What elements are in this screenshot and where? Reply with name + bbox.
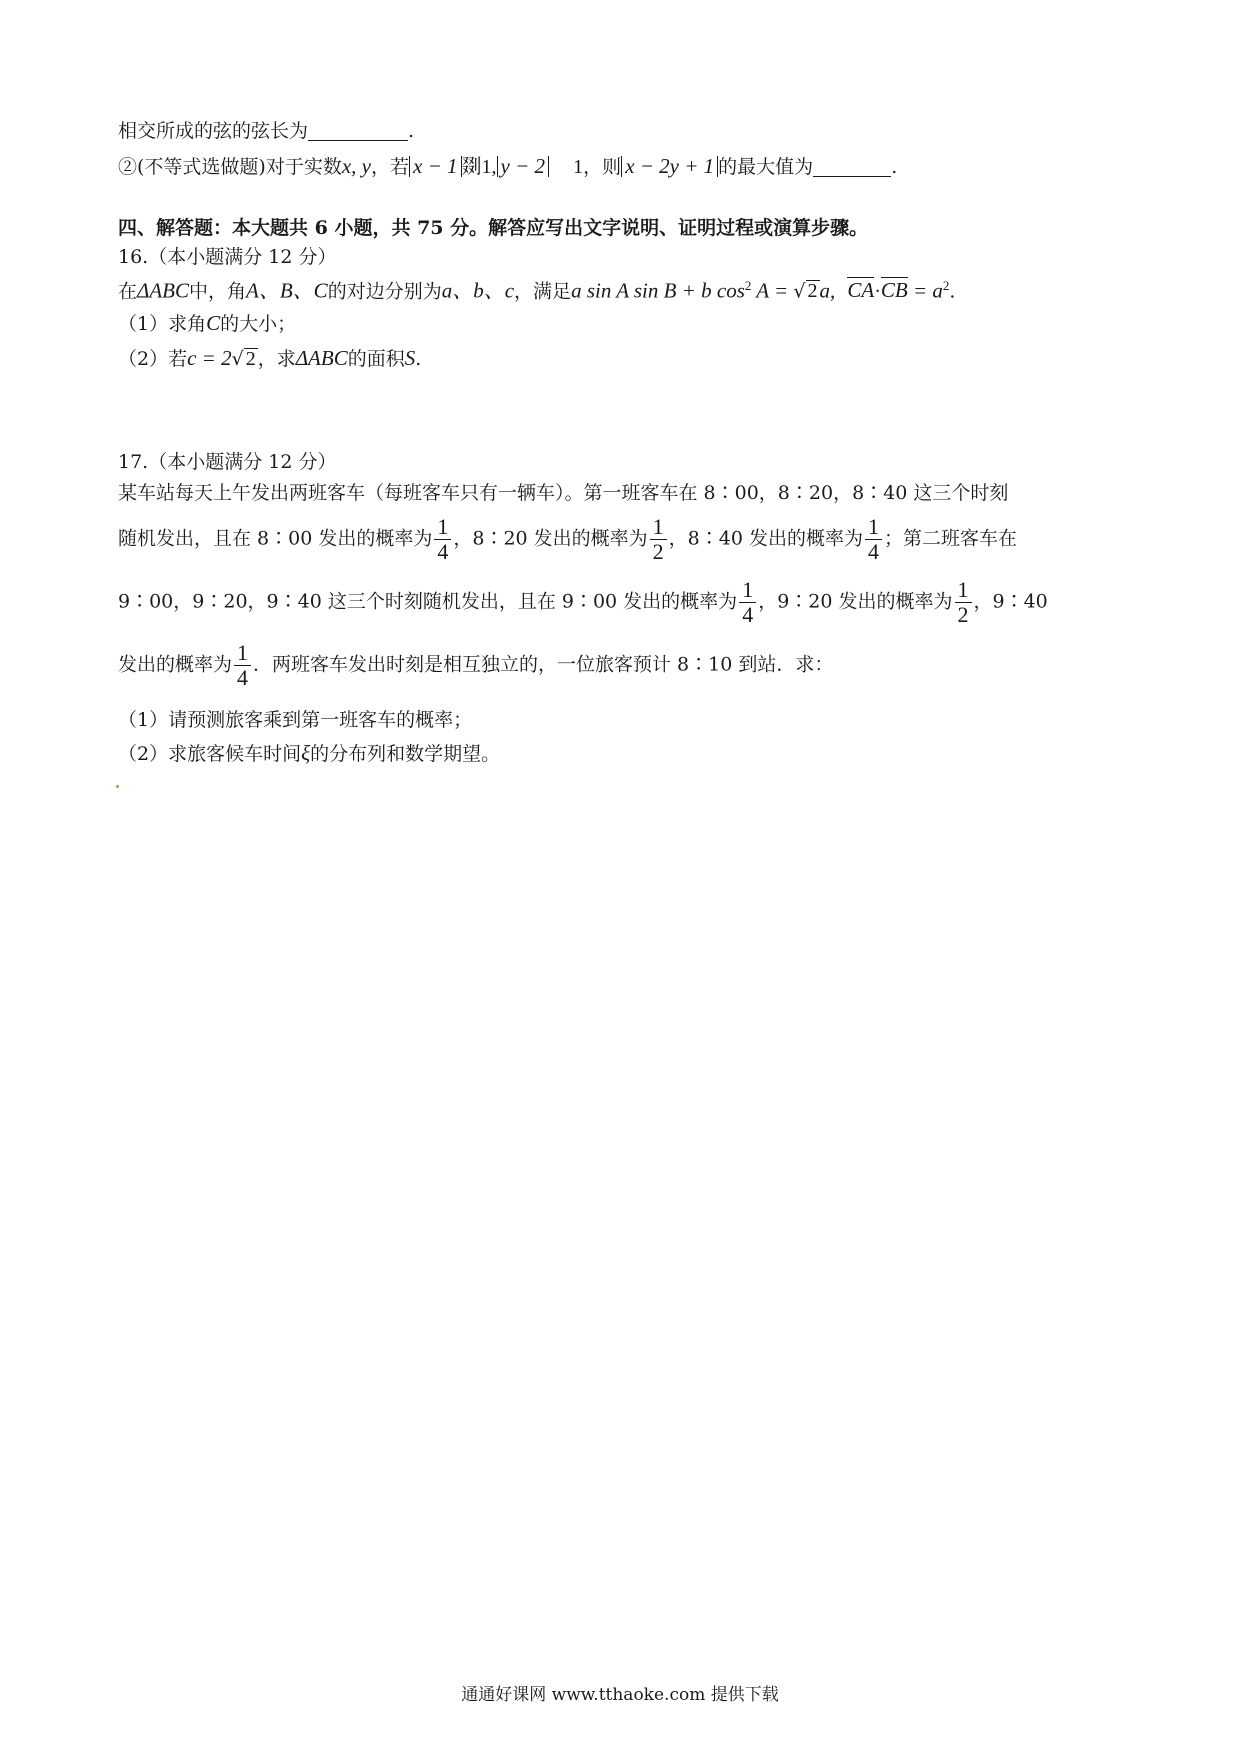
q17-line-3 bbox=[118, 578, 1048, 627]
q17-l2a: 随机发出，且在 8∶00 发出的概率为 bbox=[118, 527, 433, 550]
line2-end: . bbox=[891, 156, 898, 178]
page-footer: 通通好课网 www.tthaoke.com 提供下载 bbox=[461, 1685, 779, 1705]
q16-dot: · bbox=[874, 280, 881, 303]
section-heading: 四、解答题：本大题共 6 小题，共 75 分。解答应写出文字说明、证明过程或演算步骤。 bbox=[118, 217, 869, 239]
q16-p2-s: S bbox=[404, 346, 416, 370]
q16-p2-sqrt: 2 bbox=[245, 348, 256, 370]
q16-sup-a: 2 bbox=[942, 278, 950, 293]
q17-l3a: 9∶00，9∶20，9∶40 这三个时刻随机发出，且在 9∶00 发出的概率为 bbox=[118, 590, 738, 613]
line2-one: 1 bbox=[573, 156, 584, 178]
line2-vars: x, y bbox=[341, 154, 371, 178]
fill-in-line-2 bbox=[118, 156, 897, 177]
q17-p2b: 的分布列和数学期望。 bbox=[310, 743, 501, 765]
q16-stem-a: 在 bbox=[118, 280, 138, 303]
frac-num: 1 bbox=[650, 515, 667, 540]
q16-p2-end: . bbox=[415, 348, 422, 370]
q16-part1 bbox=[118, 313, 296, 334]
q16-sqrt-2: 2 bbox=[807, 280, 818, 303]
answer-blank-1 bbox=[308, 120, 408, 141]
q16-end: . bbox=[949, 280, 956, 303]
q17-l2c: ，8∶40 发出的概率为 bbox=[668, 527, 863, 550]
xi-symbol: ξ bbox=[301, 741, 311, 765]
q16-p1-b: 的大小； bbox=[220, 313, 297, 335]
q16-sides: a、b、c bbox=[441, 278, 515, 303]
answer-blank-2 bbox=[813, 156, 891, 177]
q16-angles: A、B、C bbox=[246, 278, 328, 303]
line2-then: ，则 bbox=[583, 156, 622, 178]
frac-num: 1 bbox=[434, 515, 451, 540]
q16-formula-c: a, bbox=[819, 278, 836, 303]
q16-stem-d: ，满足 bbox=[514, 280, 572, 303]
q17-l4a: 发出的概率为 bbox=[118, 653, 233, 676]
q16-p1-var: C bbox=[206, 311, 221, 335]
q17-l4b: ．两班客车发出时刻是相互独立的，一位旅客预计 8∶10 到站．求： bbox=[253, 653, 834, 676]
fraction-one-quarter bbox=[234, 641, 251, 690]
q17-header: 17.（本小题满分 12 分） bbox=[118, 451, 337, 473]
fraction-one-quarter bbox=[434, 515, 451, 564]
q17-line-2 bbox=[118, 515, 1017, 564]
q16-p1-a: （1）求角 bbox=[118, 313, 207, 335]
frac-den: 2 bbox=[652, 539, 664, 565]
fraction-one-quarter bbox=[739, 578, 756, 627]
line1-text: 相交所成的弦的弦长为 bbox=[118, 120, 309, 142]
frac-num: 1 bbox=[865, 515, 882, 540]
q17-l3b: ，9∶20 发出的概率为 bbox=[758, 590, 953, 613]
abs-y-minus-2: y − 2 bbox=[497, 156, 550, 177]
fraction-one-quarter bbox=[865, 515, 882, 564]
scan-speck bbox=[116, 785, 119, 788]
fraction-one-half bbox=[650, 515, 667, 564]
q17-p2a: （2）求旅客候车时间 bbox=[118, 743, 302, 765]
q16-p2-b: ，求 bbox=[257, 348, 296, 370]
frac-den: 4 bbox=[237, 665, 249, 691]
q17-part1: （1）请预测旅客乘到第一班客车的概率； bbox=[118, 709, 473, 731]
q16-p2-c: 的面积 bbox=[347, 348, 405, 370]
frac-den: 4 bbox=[867, 539, 879, 565]
fraction-one-half bbox=[955, 578, 972, 627]
vector-ca: CA bbox=[847, 278, 875, 303]
fill-in-line-1 bbox=[118, 120, 414, 141]
frac-den: 4 bbox=[742, 602, 754, 628]
frac-num: 1 bbox=[739, 578, 756, 603]
abs-expression: x − 2y + 1 bbox=[621, 156, 718, 177]
q16-part2: （2）若c = 2√ 2 ，求ΔABC的面积S. bbox=[118, 346, 422, 370]
line2-if: ，若 bbox=[370, 156, 409, 178]
q16-stem: 在ΔABC中，角A、B、C的对边分别为a、b、c，满足a sin A sin B + b $\cos^2 A$ = √ 2a, $CA\cdot CB = a^2$. bbox=[118, 278, 956, 303]
q16-formula-a: a sin A sin B + b cos bbox=[571, 278, 745, 303]
frac-num: 1 bbox=[234, 641, 251, 666]
frac-num: 1 bbox=[955, 578, 972, 603]
q16-p2-eq: c = 2 bbox=[187, 346, 232, 370]
frac-den: 2 bbox=[957, 602, 969, 628]
q17-line-4 bbox=[118, 641, 833, 690]
q16-p2-a: （2）若 bbox=[118, 348, 188, 370]
line2-prefix: ②(不等式选做题)对于实数 bbox=[118, 156, 342, 178]
line1-end: . bbox=[408, 120, 415, 142]
q16-p2-triangle: ΔABC bbox=[295, 346, 348, 370]
q16-header: 16.（本小题满分 12 分） bbox=[118, 246, 337, 268]
q16-sup-2: 2 bbox=[744, 278, 752, 293]
line2-suffix: 的最大值为 bbox=[718, 156, 814, 178]
q17-l2d: ；第二班客车在 bbox=[883, 527, 1017, 550]
q16-formula-d: = a bbox=[912, 278, 943, 303]
q16-formula-b: A = bbox=[756, 278, 794, 303]
abs-x-minus-1: x − 1 bbox=[409, 156, 462, 177]
q16-triangle: ΔABC bbox=[137, 278, 190, 303]
q17-line-1: 某车站每天上午发出两班客车（每班客车只有一辆车）。第一班客车在 8∶00，8∶20，8∶40 这三个时刻 bbox=[118, 482, 1009, 504]
q17-l2b: ，8∶20 发出的概率为 bbox=[453, 527, 648, 550]
q16-stem-c: 的对边分别为 bbox=[327, 280, 442, 303]
q17-l3c: ，9∶40 bbox=[973, 590, 1048, 613]
vector-cb: CB bbox=[880, 278, 908, 303]
frac-den: 4 bbox=[437, 539, 449, 565]
q17-part2 bbox=[118, 743, 500, 764]
line2-glyph: 剟1, bbox=[461, 156, 497, 178]
q16-stem-b: 中，角 bbox=[189, 280, 247, 303]
